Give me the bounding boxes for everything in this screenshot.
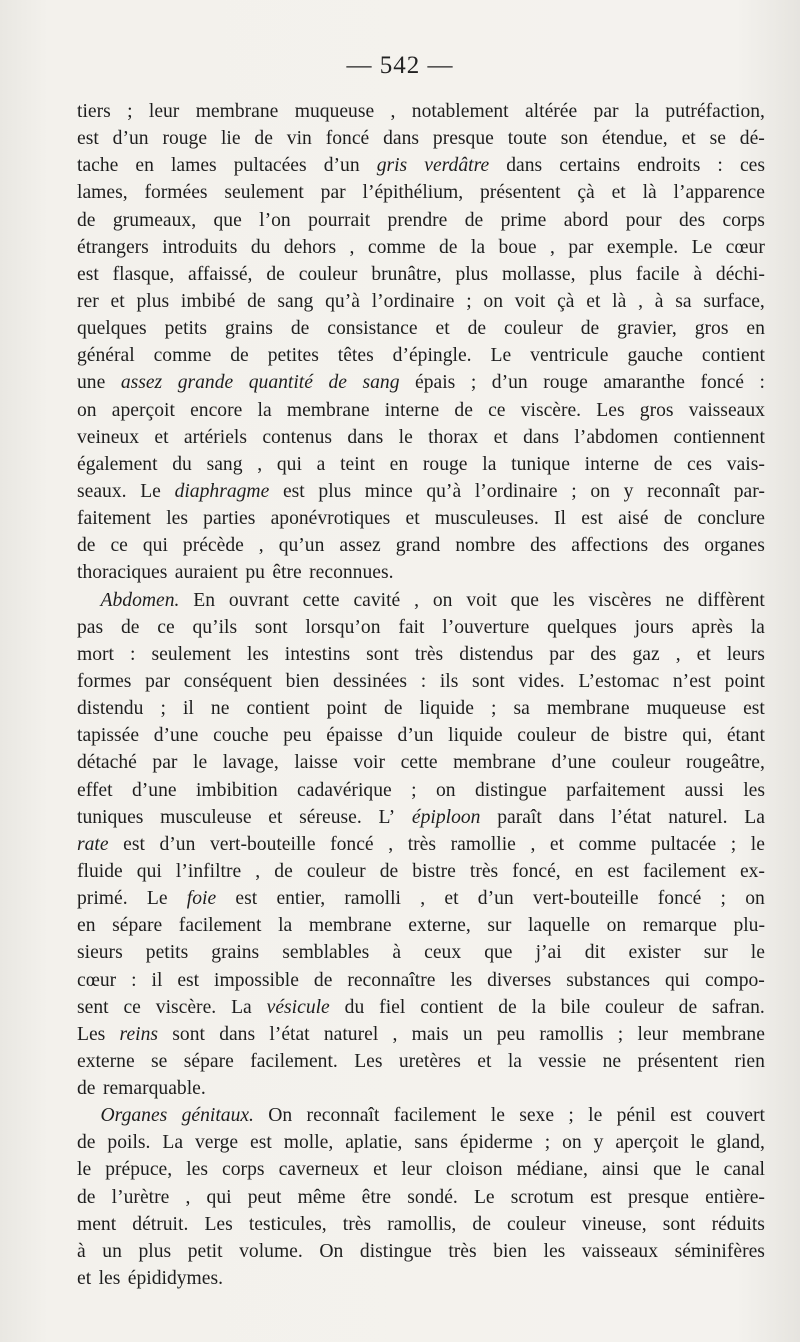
text-line: thoraciques auraient pu être reconnues. bbox=[77, 562, 394, 584]
text-line: distendu ; il ne contient point de liquide ; sa membrane muqueuse est bbox=[77, 698, 765, 720]
text-line: mort : seulement les intestins sont très distendus par des gaz , et leurs bbox=[77, 643, 765, 665]
text-line: général comme de petites têtes d’épingle. Le ventricule gauche contient bbox=[77, 345, 765, 367]
text-line: fluide qui l’infiltre , de couleur de bistre très foncé, en est facilement ex- bbox=[77, 860, 765, 882]
text-line: veineux et artériels contenus dans le thorax et dans l’abdomen contiennent bbox=[77, 426, 765, 448]
text-line: une assez grande quantité de sang épais ; d’un rouge amaranthe foncé : bbox=[77, 372, 765, 394]
text-line: ment détruit. Les testicules, très ramollis, de couleur vineuse, sont réduits bbox=[77, 1213, 765, 1235]
text-line: de l’urètre , qui peut même être sondé. Le scrotum est presque entière- bbox=[77, 1186, 765, 1208]
text-line: en sépare facilement la membrane externe, sur laquelle on remarque plu- bbox=[77, 915, 765, 937]
text-line: tache en lames pultacées d’un gris verdâtre dans certains endroits : ces bbox=[77, 155, 765, 177]
text-line: faitement les parties aponévrotiques et musculeuses. Il est aisé de conclure bbox=[77, 508, 765, 530]
text-line: est flasque, affaissé, de couleur brunâtre, plus mollasse, plus facile à déchi- bbox=[77, 263, 765, 285]
text-line: de poils. La verge est molle, aplatie, sans épiderme ; on y aperçoit le gland, bbox=[77, 1132, 765, 1154]
text-line: Les reins sont dans l’état naturel , mais un peu ramollis ; leur membrane bbox=[77, 1023, 765, 1045]
text-line: tapissée d’une couche peu épaisse d’un liquide couleur de bistre qui, étant bbox=[77, 725, 765, 747]
text-line: effet d’une imbibition cadavérique ; on distingue parfaitement aussi les bbox=[77, 779, 765, 801]
text-line: de ce qui précède , qu’un assez grand nombre des affections des organes bbox=[77, 535, 765, 557]
text-line: rer et plus imbibé de sang qu’à l’ordinaire ; on voit çà et là , à sa surface, bbox=[77, 290, 765, 312]
text-line: seaux. Le diaphragme est plus mince qu’à l’ordinaire ; on y reconnaît par- bbox=[77, 480, 765, 502]
text-line: lames, formées seulement par l’épithélium, présentent çà et là l’apparence bbox=[77, 182, 765, 204]
text-line: Organes génitaux. On reconnaît facilement le sexe ; le pénil est couvert bbox=[100, 1105, 765, 1127]
text-line: détaché par le lavage, laisse voir cette membrane d’une couleur rougeâtre, bbox=[77, 752, 765, 774]
page-number: — 542 — bbox=[346, 52, 454, 79]
text-line: à un plus petit volume. On distingue très bien les vaisseaux séminifères bbox=[77, 1240, 765, 1262]
text-line: également du sang , qui a teint en rouge la tunique interne de ces vais- bbox=[77, 453, 765, 475]
text-line: pas de ce qu’ils sont lorsqu’on fait l’ouverture quelques jours après la bbox=[77, 616, 765, 638]
text-line: primé. Le foie est entier, ramolli , et d’un vert-bouteille foncé ; on bbox=[77, 888, 765, 910]
text-line: quelques petits grains de consistance et de couleur de gravier, gros en bbox=[77, 318, 765, 340]
text-line: et les épididymes. bbox=[77, 1268, 224, 1290]
text-line: tiers ; leur membrane muqueuse , notablement altérée par la putréfaction, bbox=[77, 101, 765, 122]
text-line: le prépuce, les corps caverneux et leur cloison médiane, ainsi que le canal bbox=[77, 1159, 765, 1181]
text-line: cœur : il est impossible de reconnaître les diverses substances qui compo- bbox=[77, 969, 765, 991]
text-line: de remarquable. bbox=[77, 1078, 206, 1100]
text-line: de grumeaux, que l’on pourrait prendre de prime abord pour des corps bbox=[77, 209, 765, 231]
text-line: sieurs petits grains semblables à ceux que j’ai dit exister sur le bbox=[77, 942, 765, 964]
text-line: est d’un rouge lie de vin foncé dans presque toute son étendue, et se dé- bbox=[77, 128, 765, 150]
text-line: Abdomen. En ouvrant cette cavité , on voit que les viscères ne diffèrent bbox=[100, 589, 765, 611]
text-line: tuniques musculeuse et séreuse. L’ épiploon paraît dans l’état naturel. La bbox=[77, 806, 765, 828]
text-line: sent ce viscère. La vésicule du fiel contient de la bile couleur de safran. bbox=[77, 996, 765, 1018]
body-text bbox=[77, 98, 765, 1292]
text-line: rate est d’un vert-bouteille foncé , très ramollie , et comme pultacée ; le bbox=[77, 833, 765, 855]
text-line: formes par conséquent bien dessinées : ils sont vides. L’estomac n’est point bbox=[77, 670, 765, 692]
text-line: on aperçoit encore la membrane interne de ce viscère. Les gros vaisseaux bbox=[77, 399, 765, 421]
text-line: externe se sépare facilement. Les uretères et la vessie ne présentent rien bbox=[77, 1050, 765, 1072]
text-line: étrangers introduits du dehors , comme de la boue , par exemple. Le cœur bbox=[77, 236, 765, 258]
